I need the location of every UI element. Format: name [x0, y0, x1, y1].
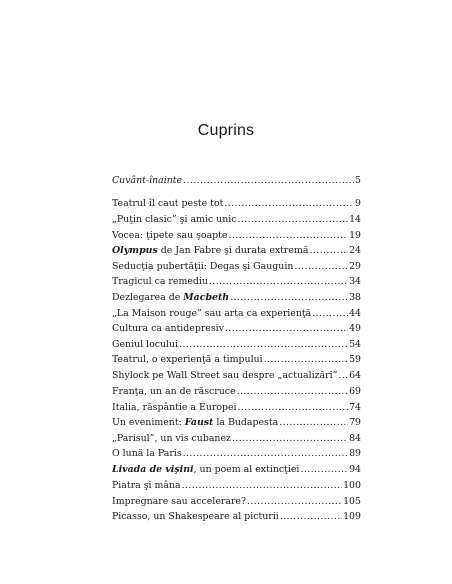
toc-page-number: 89 [349, 448, 361, 459]
toc-entry-title [112, 306, 311, 321]
toc-leader-dots [237, 384, 348, 399]
toc-leader-dots [179, 337, 348, 352]
toc-leader-dots [294, 259, 348, 274]
toc-entry [112, 368, 361, 383]
toc-entry-title [112, 228, 227, 243]
toc-entry-title-part: Cultura ca antidepresiv [112, 323, 224, 334]
toc-entry-title [112, 274, 208, 289]
toc-leader-dots [300, 462, 348, 477]
toc-leader-dots [338, 368, 348, 383]
toc-entry-title [112, 462, 299, 477]
toc-entry-title [112, 290, 229, 305]
toc-entry-title [112, 509, 279, 524]
toc-entry-title [112, 431, 231, 446]
toc-entry-title-part: Livada de vişini [112, 464, 194, 475]
toc-entry-title [112, 494, 246, 509]
toc-page-number: 74 [349, 402, 361, 413]
toc-page-number: 44 [349, 308, 361, 319]
toc-page-number: 69 [349, 386, 361, 397]
toc-entry-title-part: Olympus [112, 245, 158, 256]
toc-page-number: 59 [349, 354, 361, 365]
toc-entry-title-part: Teatrul îl caut peste tot [112, 198, 224, 209]
toc-entry [112, 384, 361, 399]
toc-leader-dots [264, 352, 348, 367]
toc-entry-title-part: „Parisul”, un vis cubanez [112, 433, 231, 444]
toc-entry-title-part: Faust [184, 417, 214, 428]
toc-entry-title-part: Impregnare sau accelerare? [112, 496, 246, 507]
toc-page-number: 38 [349, 292, 361, 303]
toc-page-number: 49 [349, 323, 361, 334]
toc-leader-dots [309, 243, 348, 258]
toc-entry [112, 274, 361, 289]
toc-entry [112, 259, 361, 274]
toc-page-number: 84 [349, 433, 361, 444]
toc-entry-title [112, 446, 182, 461]
toc-leader-dots [279, 415, 348, 430]
toc-entry-title [112, 478, 181, 493]
toc-entry-title-part: O lună la Paris [112, 448, 182, 459]
toc-entry-title [112, 259, 293, 274]
toc-entry-title [112, 196, 223, 211]
toc-entry-title-part: Picasso, un Shakespeare al picturii [112, 511, 279, 522]
toc-entry-title-part: Macbeth [183, 292, 230, 303]
toc-leader-dots [237, 212, 348, 227]
toc-page-number: 9 [355, 198, 361, 209]
toc-entry-title-part: „Puţin clasic” şi amic unic [112, 214, 237, 225]
toc-page-number: 54 [349, 339, 361, 350]
toc-entry [112, 415, 361, 430]
toc-leader-dots [225, 321, 348, 336]
toc-entry [112, 243, 361, 258]
toc-entry-title [112, 384, 236, 399]
toc-leader-dots [228, 228, 348, 243]
toc-page-number: 109 [343, 511, 361, 522]
toc-entry [112, 173, 361, 188]
toc-entry [112, 337, 361, 352]
toc-entry [112, 290, 361, 305]
toc-entry-title-part: Geniul locului [112, 339, 179, 350]
toc-entry [112, 462, 361, 477]
page-title: Cuprins [197, 122, 255, 139]
toc-leader-dots [280, 509, 342, 524]
toc-entry [112, 352, 361, 367]
toc-entry [112, 494, 361, 509]
toc-entry-title [112, 321, 224, 336]
toc-entry-title-part: Tragicul ca remediu [112, 276, 208, 287]
toc-entry [112, 212, 361, 227]
toc-entry-title [112, 400, 237, 415]
toc-entry [112, 400, 361, 415]
toc-leader-dots [224, 196, 354, 211]
toc-entry-title-part: Franţa, un an de răscruce [112, 386, 236, 397]
toc-page-number: 5 [355, 175, 361, 186]
toc-entry [112, 228, 361, 243]
toc-leader-dots [238, 400, 349, 415]
toc-entry-title-part: Un eveniment: [112, 417, 185, 428]
toc-page-number: 64 [349, 370, 361, 381]
toc-entry-title-part: la Budapesta [213, 417, 279, 428]
toc-entry [112, 196, 361, 211]
toc-page-number: 29 [349, 261, 361, 272]
toc-entry [112, 321, 361, 336]
toc-entry-title [112, 415, 278, 430]
toc-page-number: 24 [349, 245, 361, 256]
toc-leader-dots [312, 306, 348, 321]
toc-leader-dots [182, 478, 342, 493]
toc-leader-dots [247, 494, 342, 509]
toc-entry-title-part: Cuvânt-înainte [112, 175, 183, 186]
toc-entry-title-part: Seducţia pubertăţii: Degas şi Gauguin [112, 261, 294, 272]
toc-entry [112, 431, 361, 446]
toc-entry-title [112, 368, 337, 383]
toc-entry-title [112, 173, 182, 188]
toc-entry-title-part: de Jan Fabre şi durata extremă [157, 245, 309, 256]
toc-page-number: 79 [349, 417, 361, 428]
toc-page-number: 34 [349, 276, 361, 287]
toc-page-number: 19 [349, 230, 361, 241]
toc-leader-dots [209, 274, 348, 289]
toc-entry-title-part: , un poem al extincţiei [193, 464, 300, 475]
toc-entry-title-part: Piatra şi mâna [112, 480, 181, 491]
toc-entry-title-part: Shylock pe Wall Street sau despre „actualizări” [112, 370, 338, 381]
toc-leader-dots [230, 290, 348, 305]
toc-entry [112, 306, 361, 321]
toc-entry-title [112, 212, 236, 227]
toc-entry-title-part: Teatrul, o experienţă a timpului [112, 354, 263, 365]
toc-page-number: 100 [343, 480, 361, 491]
toc-entry-title-part: „La Maison rouge” sau arta ca experienţă [112, 308, 312, 319]
toc-leader-dots [183, 173, 354, 188]
toc-entry [112, 478, 361, 493]
toc-entry-title-part: Italia, răspântie a Europei [112, 402, 237, 413]
toc-entry-title-part: Dezlegarea de [112, 292, 184, 303]
toc-page-number: 14 [349, 214, 361, 225]
toc-entry-title [112, 337, 178, 352]
toc-entry-title [112, 352, 263, 367]
toc-page-number: 105 [343, 496, 361, 507]
toc-entry [112, 509, 361, 524]
toc-page-number: 94 [349, 464, 361, 475]
toc-leader-dots [183, 446, 348, 461]
toc-leader-dots [232, 431, 348, 446]
toc-entry-title [112, 243, 308, 258]
toc-entry [112, 446, 361, 461]
toc-entry-title-part: Vocea: ţipete sau şoapte [112, 230, 228, 241]
